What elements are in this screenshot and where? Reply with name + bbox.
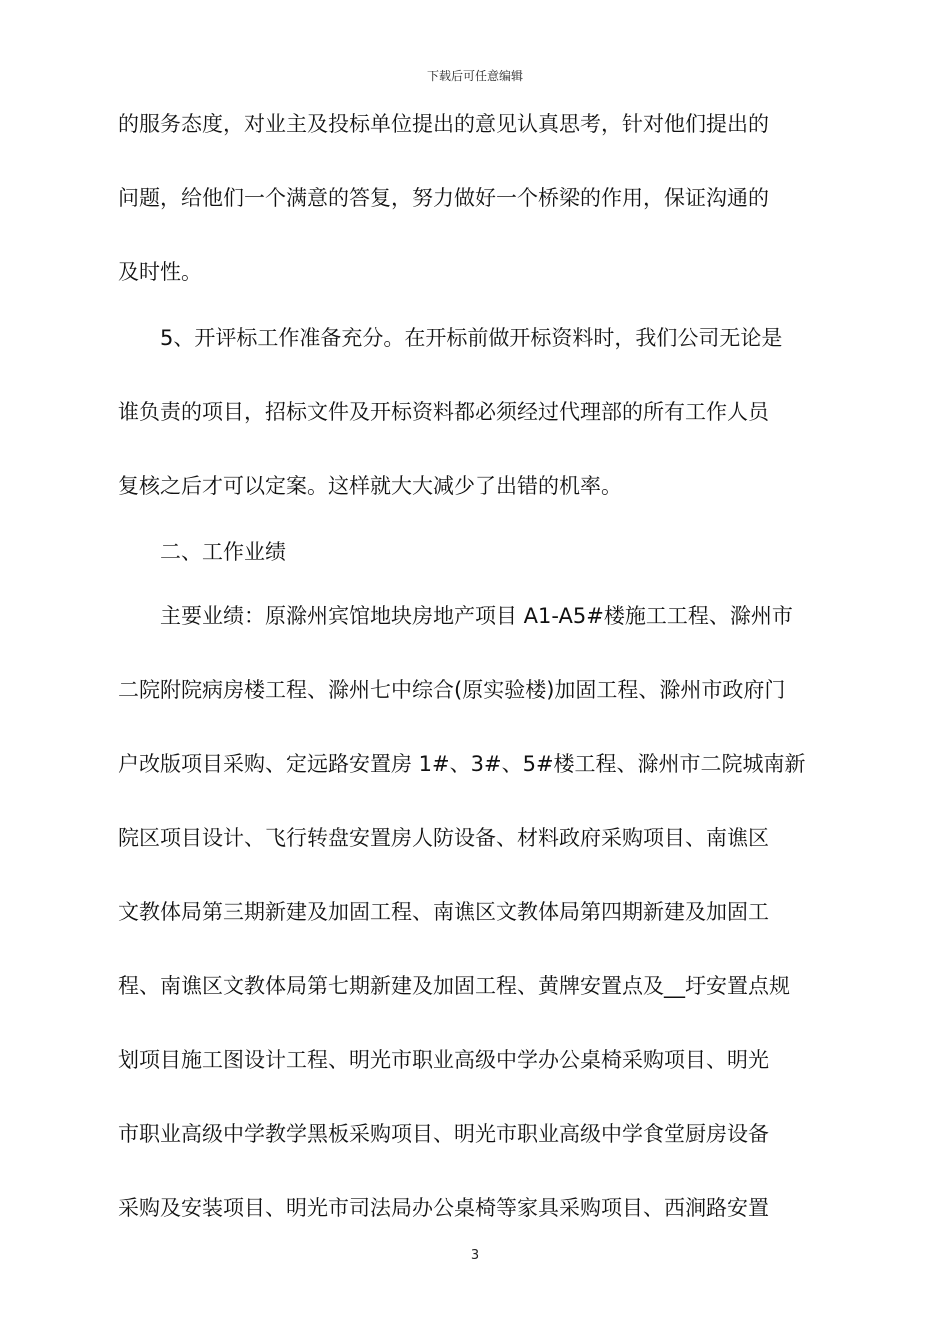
body-line-6: 复核之后才可以定案。这样就大大减少了出错的机率。	[118, 474, 622, 498]
body-line-13: 程、南谯区文教体局第七期新建及加固工程、黄牌安置点及__圩安置点规	[118, 974, 790, 998]
section-heading: 二、工作业绩	[160, 540, 286, 564]
body-line-1: 的服务态度，对业主及投标单位提出的意见认真思考，针对他们提出的	[118, 112, 769, 136]
body-line-2: 问题，给他们一个满意的答复，努力做好一个桥梁的作用，保证沟通的	[118, 186, 769, 210]
body-line-4: 5、开评标工作准备充分。在开标前做开标资料时，我们公司无论是	[160, 326, 783, 350]
body-line-5: 谁负责的项目，招标文件及开标资料都必须经过代理部的所有工作人员	[118, 400, 769, 424]
body-line-14: 划项目施工图设计工程、明光市职业高级中学办公桌椅采购项目、明光	[118, 1048, 769, 1072]
body-line-10: 户改版项目采购、定远路安置房 1#、3#、5#楼工程、滁州市二院城南新	[118, 752, 806, 776]
body-line-9: 二院附院病房楼工程、滁州七中综合(原实验楼)加固工程、滁州市政府门	[118, 678, 786, 702]
body-line-12: 文教体局第三期新建及加固工程、南谯区文教体局第四期新建及加固工	[118, 900, 769, 924]
body-line-11: 院区项目设计、飞行转盘安置房人防设备、材料政府采购项目、南谯区	[118, 826, 769, 850]
body-line-8: 主要业绩：原滁州宾馆地块房地产项目 A1-A5#楼施工工程、滁州市	[160, 604, 793, 628]
body-line-3: 及时性。	[118, 260, 202, 284]
body-line-16: 采购及安装项目、明光市司法局办公桌椅等家具采购项目、西涧路安置	[118, 1196, 769, 1220]
page-number: 3	[470, 1248, 480, 1263]
body-line-15: 市职业高级中学教学黑板采购项目、明光市职业高级中学食堂厨房设备	[118, 1122, 769, 1146]
page-header: 下载后可任意编辑	[426, 69, 523, 83]
